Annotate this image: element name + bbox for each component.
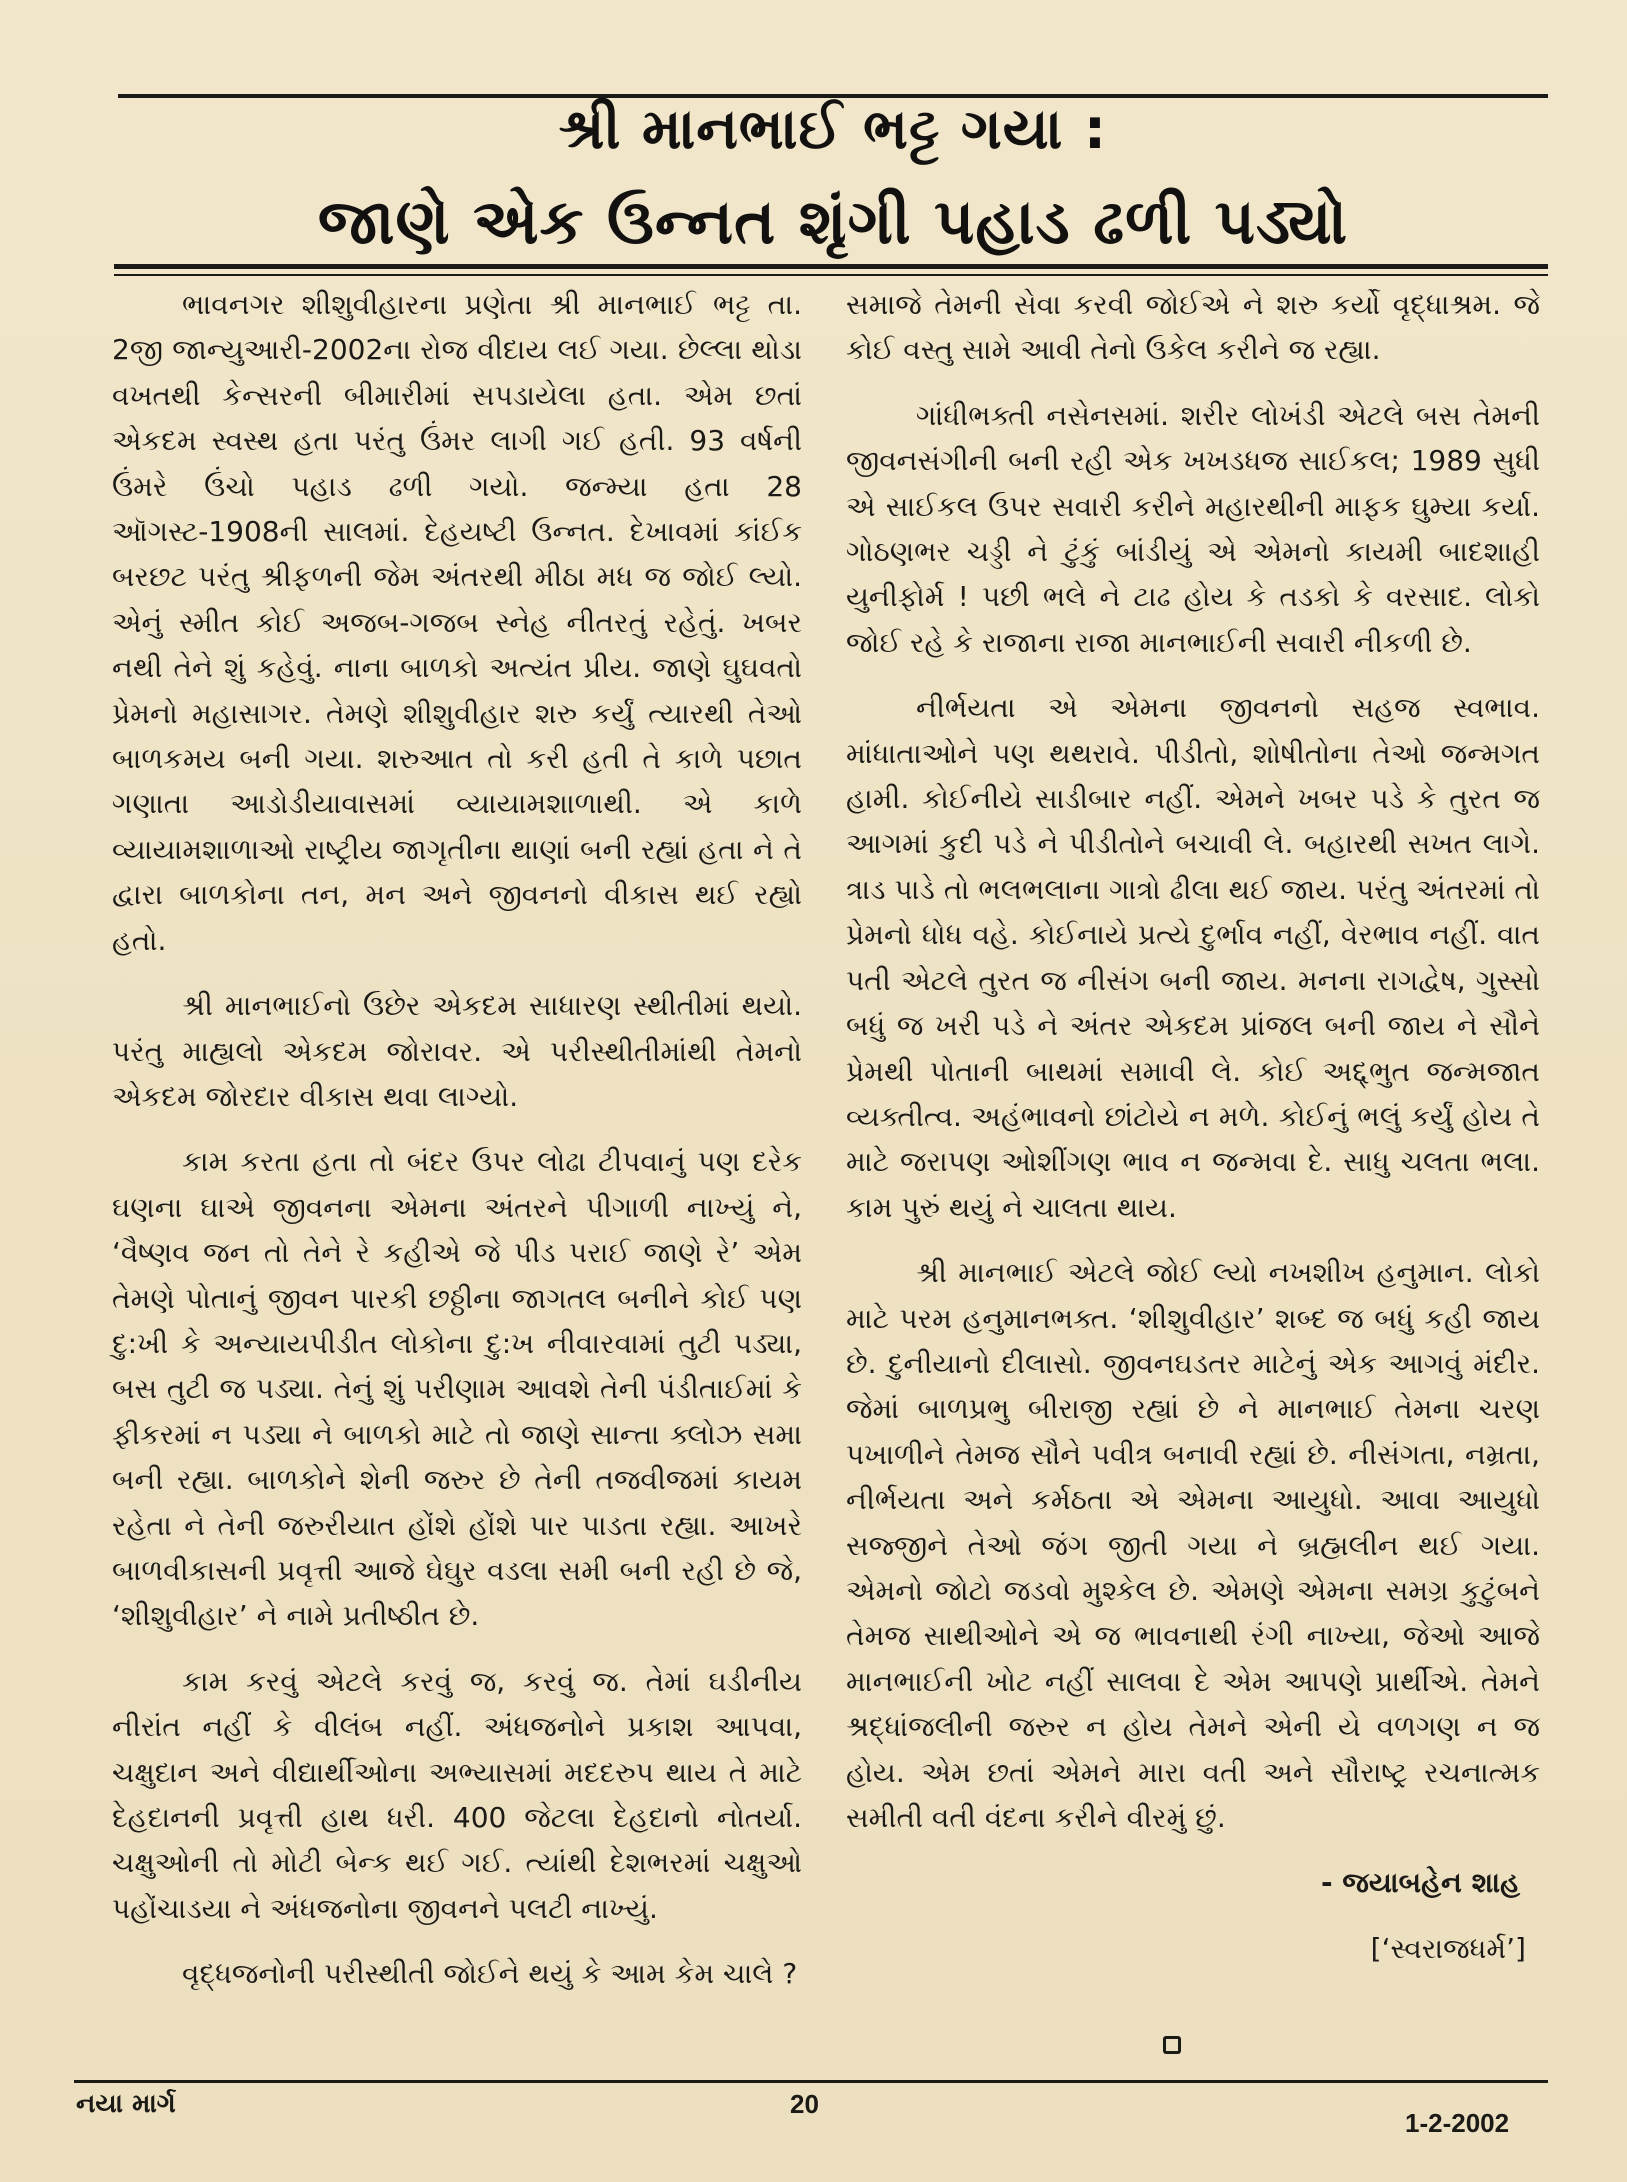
footer-rule bbox=[74, 2080, 1548, 2083]
paragraph: ભાવનગર શીશુવીહારના પ્રણેતા શ્રી માનભાઈ ભટ્ટ તા. 2જી જાન્યુઆરી-2002ના રોજ વીદાય લઈ ગયા. છેલ્લા થોડા વખતથી કેન્સરની બીમારીમાં સપડાયેલા હતા. એમ છતાં એકદમ સ્વસ્થ હતા પરંતુ ઉંમર લાગી ગઈ હતી. 93 વર્ષની ઉંમરે ઉંચો પહાડ ઢળી ગયો. જન્મ્યા હતા 28 ઑગસ્ટ-1908ની સાલમાં. દેહયષ્ટી ઉન્નત. દેખાવમાં કાંઈક બરછટ પરંતુ શ્રીફળની જેમ અંતરથી મીઠા મધ જ જોઈ લ્યો. એનું સ્મીત કોઈ અજબ-ગજબ સ્નેહ નીતરતું રહેતું. ખબર નથી તેને શું કહેવું. નાના બાળકો અત્યંત પ્રીય. જાણે ઘુઘવતો પ્રેમનો મહાસાગર. તેમણે શીશુવીહાર શરુ કર્યું ત્યારથી તેઓ બાળકમય બની ગયા. શરુઆત તો કરી હતી તે કાળે પછાત ગણાતા આડોડીયાવાસમાં વ્યાયામશાળાથી. એ કાળે વ્યાયામશાળાઓ રાષ્ટ્રીય જાગૃતીના થાણાં બની રહ્યાં હતા ને તે દ્વારા બાળકોના તન, મન અને જીવનનો વીકાસ થઈ રહ્યો હતો. bbox=[112, 288, 802, 957]
paragraph: કામ કરવું એટલે કરવું જ, કરવું જ. તેમાં ઘડીનીય નીરાંત નહીં કે વીલંબ નહીં. અંધજનોને પ્રકાશ આપવા, ચક્ષુદાન અને વીદ્યાર્થીઓના અભ્યાસમાં મદદરુપ થાય તે માટે દેહદાનની પ્રવૃત્તી હાથ ધરી. 400 જેટલા દેહદાનો નોતર્યા. ચક્ષુઓની તો મોટી બેન્ક થઈ ગઈ. ત્યાંથી દેશભરમાં ચક્ષુઓ પહોંચાડયા ને અંધજનોના જીવનને પલટી નાખ્યું. bbox=[112, 1664, 802, 1925]
paragraph: ગાંધીભક્તી નસેનસમાં. શરીર લોખંડી એટલે બસ તેમની જીવનસંગીની બની રહી એક ખખડધજ સાઈકલ; 1989 સુધી એ સાઈકલ ઉપર સવારી કરીને મહારથીની માફક ઘુમ્યા કર્યા. ગોઠણભર ચડ્ડી ને ટુંકું બાંડીયું એ એમનો કાયમી બાદશાહી યુનીફોર્મ ! પછી ભલે ને ટાઢ હોય કે તડકો કે વરસાદ. લોકો જોઈ રહે કે રાજાના રાજા માનભાઈની સવારી નીકળી છે. bbox=[846, 398, 1540, 659]
paragraph: નીર્ભયતા એ એમના જીવનનો સહજ સ્વભાવ. માંધાતાઓને પણ થથરાવે. પીડીતો, શોષીતોના તેઓ જન્મગત હામી. કોઈનીયે સાડીબાર નહીં. એમને ખબર પડે કે તુરત જ આગમાં કુદી પડે ને પીડીતોને બચાવી લે. બહારથી સખત લાગે. ત્રાડ પાડે તો ભલભલાના ગાત્રો ઢીલા થઈ જાય. પરંતુ અંતરમાં તો પ્રેમનો ધોધ વહે. કોઈનાયે પ્રત્યે દુર્ભાવ નહીં, વેરભાવ નહીં. વાત પતી એટલે તુરત જ નીસંગ બની જાય. મનના રાગદ્વેષ, ગુસ્સો બધું જ ખરી પડે ને અંતર એકદમ પ્રાંજલ બની જાય ને સૌને પ્રેમથી પોતાની બાથમાં સમાવી લે. કોઈ અદ્દ્ભુત જન્મજાત વ્યક્તીત્વ. અહંભાવનો છાંટોયે ન મળે. કોઈનું ભલું કર્યું હોય તે માટે જરાપણ ઓશીંગણ ભાવ ન જન્મવા દે. સાધુ ચલતા ભલા. કામ પુરું થયું ને ચાલતા થાય. bbox=[846, 691, 1540, 1224]
headline-rule-thick bbox=[114, 264, 1548, 269]
source-credit: [‘સ્વરાજધર્મ’] bbox=[1370, 1931, 1526, 1965]
issue-date: 1-2-2002 bbox=[1405, 2108, 1510, 2138]
headline-line-2: જાણે એક ઉન્નત શૃંગી પહાડ ઢળી પડ્યો bbox=[317, 185, 1349, 258]
end-mark-icon bbox=[1163, 2036, 1181, 2054]
paragraph-continued: સમાજે તેમની સેવા કરવી જોઈએ ને શરુ કર્યો વૃદ્ધાશ્રમ. જે કોઈ વસ્તુ સામે આવી તેનો ઉકેલ કરીને જ રહ્યા. bbox=[846, 288, 1540, 367]
paragraph: શ્રી માનભાઈ એટલે જોઈ લ્યો નખશીખ હનુમાન. લોકો માટે પરમ હનુમાનભક્ત. ‘શીશુવીહાર’ શબ્દ જ બધું કહી જાય છે. દુનીયાનો દીલાસો. જીવનઘડતર માટેનું એક આગવું મંદીર. જેમાં બાળપ્રભુ બીરાજી રહ્યાં છે ને માનભાઈ તેમના ચરણ પખાળીને તેમજ સૌને પવીત્ર બનાવી રહ્યાં છે. નીસંગતા, નમ્રતા, નીર્ભયતા અને કર્મઠતા એ એમના આયુધો. આવા આયુધો સજ્જીને તેઓ જંગ જીતી ગયા ને બ્રહ્મલીન થઈ ગયા. એમનો જોટો જડવો મુશ્કેલ છે. એમણે એમના સમગ્ર કુટુંબને તેમજ સાથીઓને એ જ ભાવનાથી રંગી નાખ્યા, જેઓ આજે માનભાઈની ખોટ નહીં સાલવા દે એમ આપણે પ્રાર્થીએ. તેમને શ્રદ્ધાંજલીની જરુર ન હોય તેમને એની યે વળગણ ન જ હોય. એમ છતાં એમને મારા વતી અને સૌરાષ્ટ્ર રચનાત્મક સમીતી વતી વંદના કરીને વીરમું છું. bbox=[846, 1256, 1540, 1834]
article-right-column bbox=[846, 282, 1540, 1971]
paragraph: શ્રી માનભાઈનો ઉછેર એકદમ સાધારણ સ્થીતીમાં થયો. પરંતુ માહ્યલો એકદમ જોરાવર. એ પરીસ્થીતીમાંથી તેમનો એકદમ જોરદાર વીકાસ થવા લાગ્યો. bbox=[112, 989, 802, 1113]
paragraph: વૃદ્ધજનોની પરીસ્થીતી જોઈને થયું કે આમ કેમ ચાલે ? bbox=[182, 1957, 798, 1991]
headline-rule-thin bbox=[114, 274, 1548, 276]
magazine-name: નયા માર્ગ bbox=[76, 2089, 176, 2119]
page-number: 20 bbox=[790, 2089, 819, 2119]
headline-line-1: શ્રી માનભાઈ ભટ્ટ ગયા : bbox=[558, 97, 1108, 162]
author-signature: - જયાબહેન શાહ bbox=[1320, 1866, 1520, 1900]
paragraph: કામ કરતા હતા તો બંદર ઉપર લોઢા ટીપવાનું પણ દરેક ઘણના ઘાએ જીવનના એમના અંતરને પીગાળી નાખ્યું ને, ‘વૈષ્ણવ જન તો તેને રે કહીએ જે પીડ પરાઈ જાણે રે’ એમ તેમણે પોતાનું જીવન પારકી છઠ્ઠીના જાગતલ બનીને કોઈ પણ દુ:ખી કે અન્યાયપીડીત લોકોના દુ:ખ નીવારવામાં તુટી પડ્યા, બસ તુટી જ પડ્યા. તેનું શું પરીણામ આવશે તેની પંડીતાઈમાં કે ફીકરમાં ન પડ્યા ને બાળકો માટે તો જાણે સાન્તા ક્લોઝ સમા બની રહ્યા. બાળકોને શેની જરુર છે તેની તજવીજમાં કાયમ રહેતા ને તેની જરુરીયાત હોંશે હોંશે પાર પાડતા રહ્યા. આખરે બાળવીકાસની પ્રવૃત્તી આજે ઘેઘુર વડલા સમી બની રહી છે જે, ‘શીશુવીહાર’ ને નામે પ્રતીષ્ઠીત છે. bbox=[112, 1145, 802, 1633]
article-left-column bbox=[112, 282, 802, 1997]
